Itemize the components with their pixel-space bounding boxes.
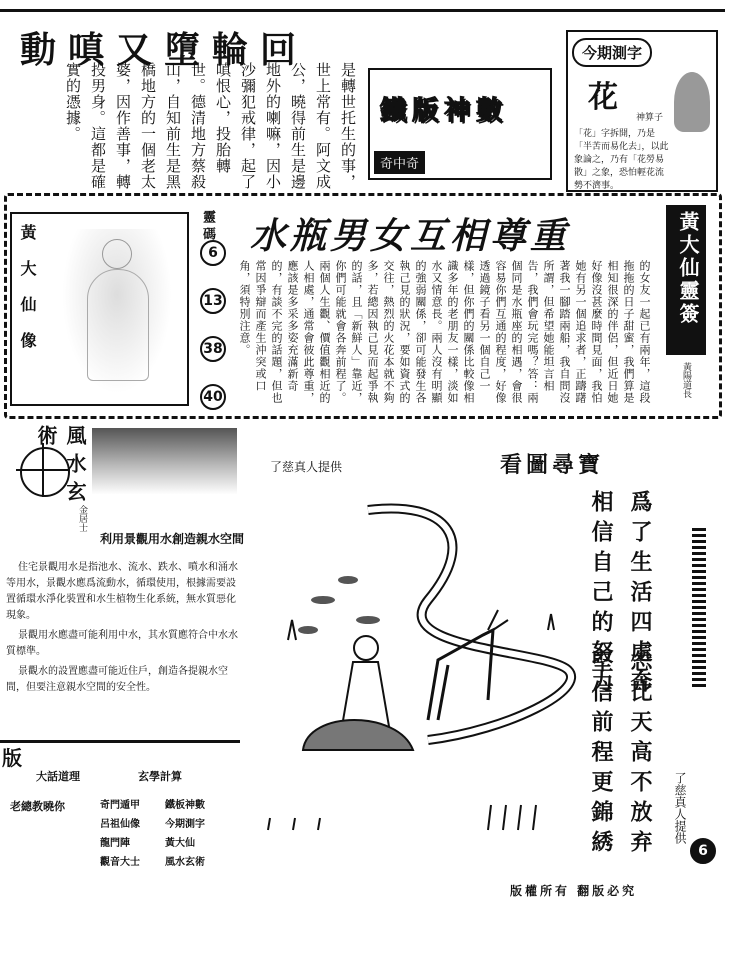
index-items bbox=[100, 796, 230, 868]
fengshui-para: 景觀用水應盡可能利用中水，其水質應符合中水水質標準。 bbox=[6, 630, 238, 657]
daily-char-char: 花 bbox=[588, 80, 618, 115]
index-col2-title: 玄學計算 bbox=[138, 770, 182, 783]
index-rule bbox=[0, 740, 240, 743]
index-col1-title: 大話道理 bbox=[36, 770, 80, 783]
poem-line: 志比天高不放弃 bbox=[627, 650, 653, 860]
banner-text: 鐵版神數 bbox=[380, 96, 509, 126]
portrait-image bbox=[62, 229, 172, 394]
fengshui-logo-text: 風水玄術 bbox=[34, 425, 87, 509]
lucky-number: 40 bbox=[200, 384, 226, 410]
sidebar-title-box bbox=[666, 205, 706, 355]
header-body: 是轉世托生的事，世上常有。阿文成公，曉得前生是邊地外的喇嘛，因小沙彌犯戒律，起了嗔恨心，投胎轉世。德清地方蔡殺山，自知前生是黑橋地方的一個老太婆，因作善事，轉投男身。這都是確實的憑據。 bbox=[64, 62, 357, 190]
fengshui-author: 金居士 bbox=[77, 505, 87, 532]
fortune-teller-figure bbox=[674, 72, 710, 132]
index-item: 黃大仙 bbox=[165, 838, 195, 849]
index-item: 龍門陣 bbox=[100, 838, 130, 849]
lucky-label: 靈碼 bbox=[200, 210, 215, 244]
treasure-credit-2: 了慈真人提供 bbox=[673, 772, 687, 844]
treasure-poem-2 bbox=[586, 650, 656, 870]
daily-char-author: 神算子 bbox=[636, 113, 664, 123]
index-heading: 版 bbox=[2, 746, 22, 770]
fengshui-para: 景觀水的設置應盡可能近住戶，創造各提親水空間，但要注意親水空間的安全性。 bbox=[6, 666, 228, 693]
banner-tag: 奇中奇 bbox=[374, 151, 425, 174]
poem-line: 堅信前程更錦綉 bbox=[588, 650, 614, 860]
fengshui-headline: 利用景觀用水創造親水空間 bbox=[100, 532, 245, 546]
middle-body: 的女友一起已有兩年，這段拖拖的日子甜蜜，我們算是相知很深的伴侶，但近日她好像沒甚麼時間見面，我怕她有另一個追求者，正躊躇著我一腳踏兩船，我自問沒所謂，但希望她能坦言相告，我們會玩完嗎？答：兩個同是水瓶座的相遇，會很容易你們互通的程度，好像透過鏡子看另一個自己一樣，但你們的關係比較像相識多年的老朋友一樣，淡如水又情意長。兩人沒有明顯的強弱關係，卻可能發生各執己見的狀況，要如資式的交往，熱烈的火花本就不夠多，若總因執己見而起爭執的話，且「新鮮人」靠近，你們可能就會各奔前程了。兩個人生觀、價值觀相近的人相處，通常會彼此尊重，應該是多采多姿充滿新奇的，有談不完的話題，但也常因爭辯而產生沖突或口角，須特別注意。 bbox=[238, 260, 651, 404]
daily-char-text: 「花」字拆開，乃是「半苦而易化去」，以此象論之，乃有「花勞易散」之象，恐怕輕花流勢不濟事。 bbox=[574, 129, 669, 191]
index-item: 今期測字 bbox=[165, 819, 205, 830]
sidebar-title: 黃大仙靈簽 bbox=[676, 211, 700, 326]
lucky-numbers bbox=[200, 240, 226, 410]
treasure-illustration bbox=[248, 480, 598, 860]
daily-char-box bbox=[566, 30, 718, 192]
portrait-label: 黃大仙像 bbox=[18, 224, 37, 368]
lucky-number: 38 bbox=[200, 336, 226, 362]
header-title: 動嗔又墮輪回 bbox=[20, 29, 309, 71]
fengshui-para: 住宅景觀用水是指池水、流水、跌水、噴水和涌水等用水，景觀水應爲流動水，循環使用，根據需要設置循環水淨化裝置和水生植物生化系統，無水質惡化現象。 bbox=[6, 562, 238, 621]
middle-headline: 水瓶男女互相尊重 bbox=[250, 215, 571, 257]
index-item: 風水玄術 bbox=[165, 857, 205, 868]
page-number: 6 bbox=[690, 838, 716, 864]
index-teacher: 老總教曉你 bbox=[10, 800, 65, 813]
sidebar-author: 黃陽道長 bbox=[681, 362, 691, 398]
index-item: 呂祖仙像 bbox=[100, 819, 140, 830]
decorative-dots bbox=[692, 528, 706, 688]
treasure-credit: 了慈真人提供 bbox=[270, 460, 343, 474]
index-item: 觀音大士 bbox=[100, 857, 140, 868]
lucky-number: 13 bbox=[200, 288, 226, 314]
index-item: 鐵板神數 bbox=[165, 800, 205, 811]
fengshui-body bbox=[6, 560, 238, 696]
footer-copyright: 版權所有 翻版必究 bbox=[510, 884, 638, 898]
poem-line: 爲了生活四處奔 bbox=[627, 490, 653, 700]
portrait-box bbox=[10, 212, 189, 406]
banner-box bbox=[368, 68, 552, 180]
fengshui-photo bbox=[92, 428, 237, 523]
poem-line: 相信自己的努力 bbox=[588, 490, 614, 700]
lucky-number: 6 bbox=[200, 240, 226, 266]
index-item: 奇門遁甲 bbox=[100, 800, 140, 811]
top-rule bbox=[0, 9, 725, 12]
daily-char-title: 今期測字 bbox=[572, 38, 652, 67]
treasure-title: 看圖尋寶 bbox=[500, 452, 605, 478]
